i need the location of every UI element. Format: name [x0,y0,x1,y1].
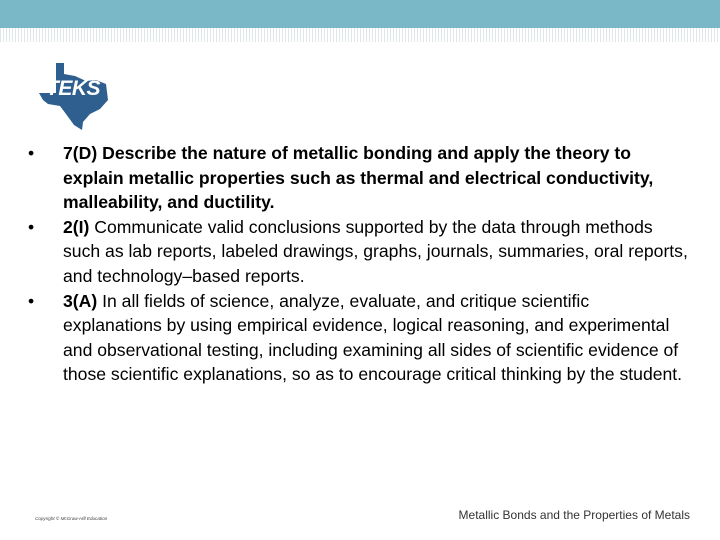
standard-text: In all fields of science, analyze, evaluate, and critique scientific explanations by using empirical evidence, logical reasoning, and experimental and observational testing, including examining all sides of scientific evidence of those scientific explanations, so as to encourage critical thinking by the student. [63,290,683,385]
standards-list [28,141,688,387]
list-item [28,215,688,289]
bullet-marker: • [28,143,35,163]
standard-code: 3(A) [63,290,98,311]
standard-code: 2(I) [63,216,90,237]
standard-code: 7(D) [63,143,98,163]
standard-text: Communicate valid conclusions supported by the data through methods such as lab reports, labeled drawings, graphs, journals, summaries, oral reports, and technology–based reports. [63,216,688,286]
list-item [28,289,688,387]
header-stripe [0,28,720,42]
copyright-text: Copyright © McGraw-Hill Education [35,516,108,521]
slide-title: Metallic Bonds and the Properties of Metals [458,508,690,522]
logo-text: TEKS [46,77,101,100]
header-band [0,0,720,28]
bullet-marker: • [28,216,35,237]
teks-logo [34,60,114,132]
standard-text: Describe the nature of metallic bonding and apply the theory to explain metallic properties such as thermal and electrical conductivity, malleability, and ductility. [63,143,654,213]
bullet-marker: • [28,290,35,311]
list-item [28,141,688,215]
